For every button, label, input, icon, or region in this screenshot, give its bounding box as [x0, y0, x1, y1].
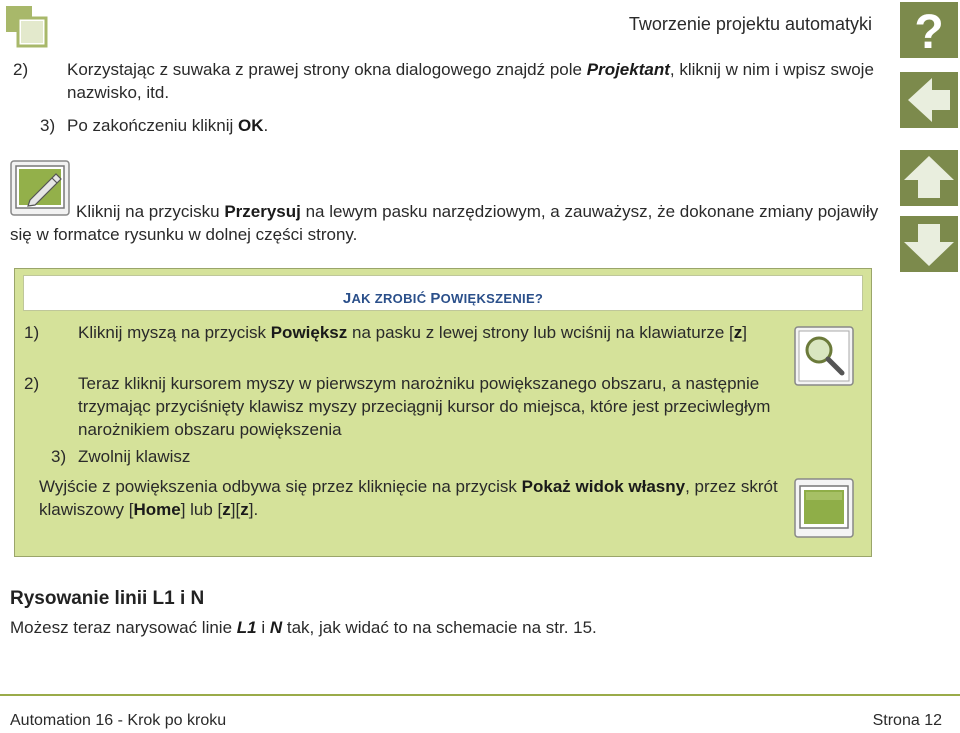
footer-title: Automation 16 - Krok po kroku	[10, 712, 227, 729]
box-title-bar	[23, 275, 863, 311]
section-heading: Rysowanie linii L1 i N	[10, 588, 205, 609]
zoom-info-box	[14, 268, 872, 557]
back-button[interactable]	[900, 72, 958, 128]
section-text: Możesz teraz narysować linie L1 i N tak, jak widać to na schemacie na str. 15.	[10, 618, 597, 637]
help-icon	[900, 2, 958, 58]
box-title: JAK ZROBIĆ POWIĘKSZENIE?	[342, 290, 544, 307]
logo-squares-icon	[4, 4, 50, 50]
box-exit-text: Wyjście z powiększenia odbywa się przez kliknięcie na przycisk Pokaż widok własny, przez skrót klawiszowy [Home] lub [z][z].	[39, 477, 778, 519]
redraw-paragraph: Kliknij na przycisku Przerysuj na lewym pasku narzędziowym, a zauważysz, że dokonane zmiany pojawiły się w formatce rysunku w dolnej części strony.	[10, 202, 879, 244]
box-step-1: 1) Kliknij myszą na przycisk Powiększ na pasku z lewej strony lub wciśnij na klawiaturze [z]	[24, 323, 747, 342]
zoom-icon	[794, 326, 854, 386]
step-2: 2) Korzystając z suwaka z prawej strony okna dialogowego znajdź pole Projektant, kliknij w nim i wpisz swoje nazwisko, itd.	[13, 60, 874, 102]
box-step-2: 2) Teraz kliknij kursorem myszy w pierwszym narożniku powiększanego obszaru, a następnie trzymając przyciśnięty klawisz myszy przeciągnij kursor do miejsca, które jest przeciwległym narożnikiem obszaru powiększenia	[24, 374, 771, 439]
footer-rule	[0, 694, 960, 696]
up-arrow-icon	[900, 150, 958, 206]
help-button[interactable]	[900, 2, 958, 58]
down-button[interactable]	[900, 216, 958, 272]
header-title: Tworzenie projektu automatyki	[628, 14, 872, 34]
svg-text:?: ?	[914, 6, 944, 58]
box-step-3: 3) Zwolnij klawisz	[51, 447, 191, 466]
up-button[interactable]	[900, 150, 958, 206]
step-3: 3) Po zakończeniu kliknij OK.	[40, 116, 269, 135]
down-arrow-icon	[900, 216, 958, 272]
back-arrow-icon	[900, 72, 958, 128]
home-view-icon	[794, 478, 854, 538]
page-number: Strona 12	[872, 712, 942, 729]
